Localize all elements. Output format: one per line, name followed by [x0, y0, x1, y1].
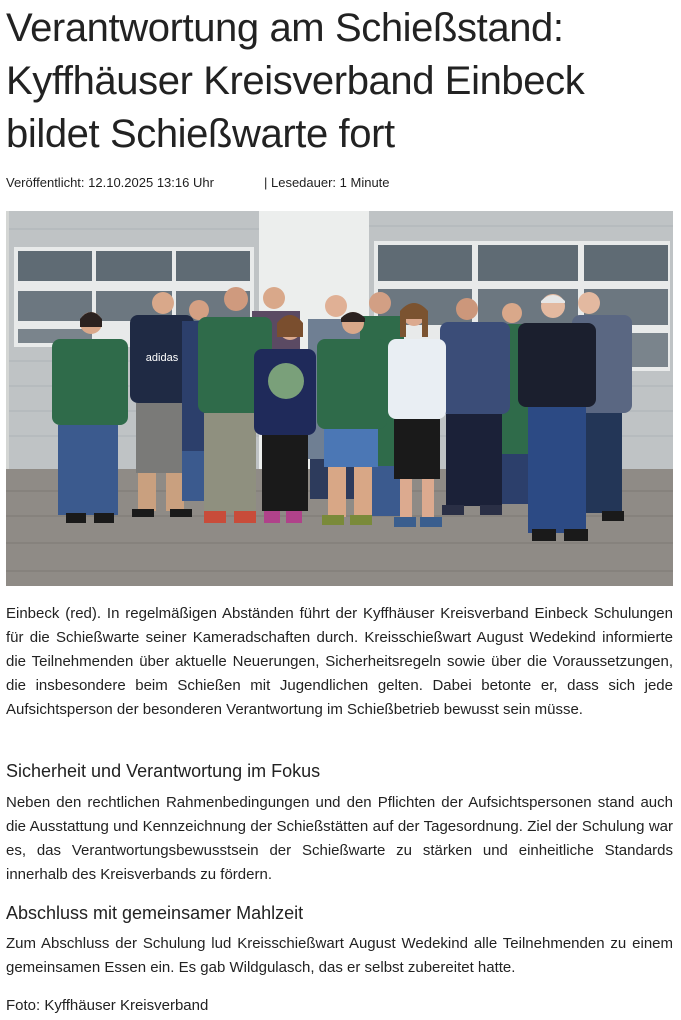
- window-pane: [176, 251, 250, 281]
- article-paragraph: Zum Abschluss der Schulung lud Kreisschießwart August Wedekind alle Teilnehmenden zu einem gemeinsamen Essen ein. Es gab Wildgulasch, das er selbst zubereitet hatte.: [6, 935, 673, 976]
- section-heading: Sicherheit und Verantwortung im Fokus: [6, 761, 321, 781]
- reading-time: | Lesedauer: 1 Minute: [264, 175, 390, 190]
- article-paragraph: Neben den rechtlichen Rahmenbedingungen und den Pflichten der Aufsichtspersonen stand auch die Ausstattung und Kennzeichnung der Schießstätten auf der Tagesordnung. Ziel der Schulung war es, das Verantwortungsbewusstsein der Schießwarte zu stärken und einheitliche Standards innerhalb des Kreisverbands zu fördern.: [6, 794, 673, 883]
- photo-credit: Foto: Kyffhäuser Kreisverband: [6, 997, 209, 1014]
- window-pane: [378, 245, 472, 281]
- publish-date: Veröffentlicht: 12.10.2025 13:16 Uhr: [6, 175, 214, 190]
- person-back-row: [440, 298, 510, 515]
- article-meta: [6, 174, 674, 191]
- article-paragraph: Einbeck (red). In regelmäßigen Abständen führt der Kyffhäuser Kreisverband Einbeck Schulungen für die Schießwarte seiner Kameradschaften durch. Kreisschießwart August Wedekind informierte die Teilnehmenden über aktuelle Neuerungen, Sicherheitsregeln sowie über die Voraussetzungen, die insbesondere beim Schießen mit Jugendlichen gelten. Dabei betonte er, dass sich jede Aufsichtsperson der besonderen Verantwortung im Schießbetrieb bewusst sein müsse.: [6, 605, 673, 718]
- section-heading: Abschluss mit gemeinsamer Mahlzeit: [6, 903, 304, 923]
- person-front-row: [52, 312, 128, 523]
- window-pane: [584, 245, 668, 281]
- article-title: Verantwortung am Schießstand: Kyffhäuser Kreisverband Einbeck bildet Schießwarte fort: [6, 6, 585, 156]
- window-pane: [478, 245, 578, 281]
- person-front-row: [518, 294, 596, 541]
- article-photo[interactable]: [6, 211, 673, 586]
- shirt-print: adidas: [145, 352, 179, 364]
- window-pane: [18, 251, 92, 281]
- window-pane: [96, 251, 172, 281]
- window-pane: [18, 291, 92, 321]
- group-photo-illustration: [6, 211, 673, 586]
